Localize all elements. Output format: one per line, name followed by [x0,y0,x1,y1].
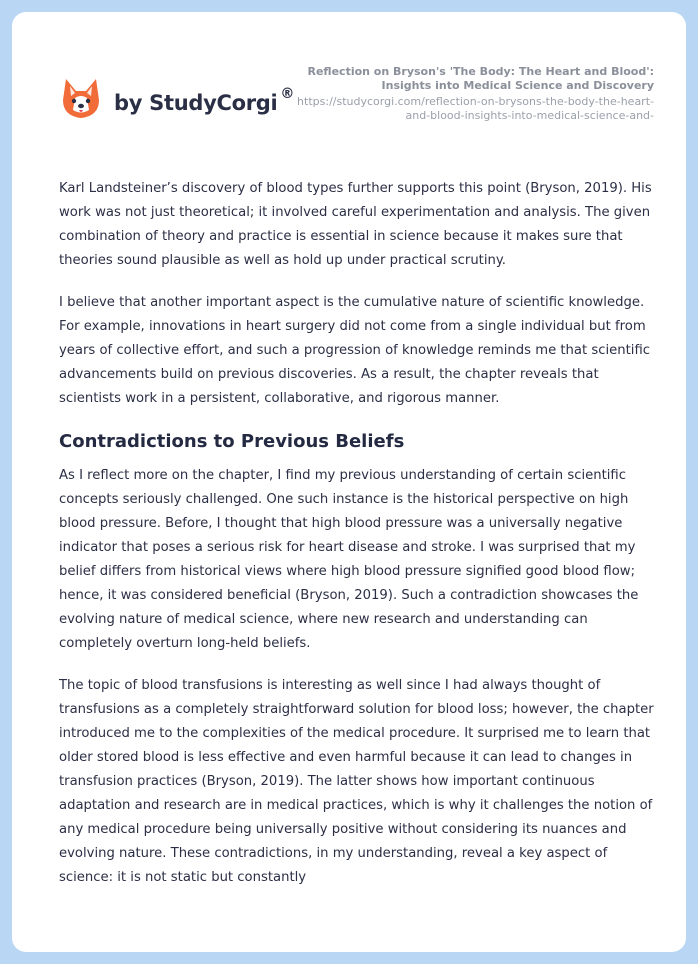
paragraph-3: As I reflect more on the chapter, I find my previous understanding of certain scientific concepts seriously challenged. One such instance is the historical perspective on high blood pressure. Before, I thought that high blood pressure was a universally negative indicator that poses a serious risk for heart disease and stroke. I was surprised that my belief differs from historical views where high blood pressure signified good blood flow; hence, it was considered beneficial (Bryson, 2019). Such a contradiction showcases the evolving nature of medical science, where new research and understanding can completely overturn long-held beliefs. [59,468,639,651]
article-body [59,177,659,908]
paragraph-4: The topic of blood transfusions is interesting as well since I had always thought of transfusions as a completely straightforward solution for blood loss; however, the chapter introduced me to the complexities of the medical procedure. It surprised me to learn that older stored blood is less effective and even harmful because it can lead to changes in transfusion practices (Bryson, 2019). The latter shows how important continuous adaptation and research are in medical practices, which is why it challenges the notion of any medical procedure being universally positive without considering its nuances and evolving nature. These contradictions, in my understanding, reveal a key aspect of science: it is not static but constantly [59,678,654,885]
studycorgi-logo[interactable] [60,76,294,122]
document-page [12,12,686,952]
source-title: Reflection on Bryson's 'The Body: The Heart and Blood': Insights into Medical Science and Discovery [307,65,654,92]
brand-name [114,85,295,115]
brand-text: by StudyCorgi [114,90,278,115]
paragraph-2: I believe that another important aspect is the cumulative nature of scientific knowledge. For example, innovations in heart surgery did not come from a single individual but from years of collective effort, and such a progression of knowledge reminds me that scientific advancements build on previous discoveries. As a result, the chapter reveals that scientists work in a persistent, collaborative, and rigorous manner. [59,295,650,406]
source-info [294,65,654,123]
registered-mark: ® [280,85,295,102]
source-url[interactable]: https://studycorgi.com/reflection-on-brysons-the-body-the-heart-and-blood-insights-into-medical-science-and- [297,95,654,122]
paragraph-1: Karl Landsteiner’s discovery of blood types further supports this point (Bryson, 2019). His work was not just theoretical; it involved careful experimentation and analysis. The given combination of theory and practice is essential in science because it makes sure that theories sound plausible as well as hold up under practical scrutiny. [59,181,652,268]
section-heading: Contradictions to Previous Beliefs [59,431,405,452]
document-header [12,12,686,162]
corgi-icon [60,76,102,122]
